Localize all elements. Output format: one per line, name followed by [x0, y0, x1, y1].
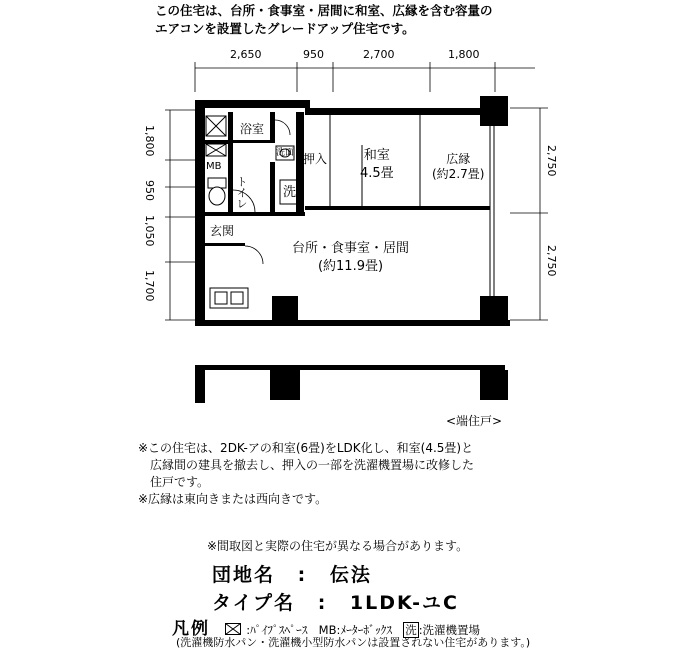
washitsu-name: 和室 [363, 148, 390, 163]
room-bath: 浴室 [240, 122, 265, 136]
dimension-right-2: 2,750 [545, 245, 558, 277]
dimension-top-4: 1,800 [448, 48, 480, 61]
estate-name-label: 団地名 [212, 564, 276, 586]
description-line-1: この住宅は、台所・食事室・居間に和室、広縁を含む容量の [155, 3, 493, 18]
kitchen-counter [210, 288, 248, 308]
right-dimension-line [510, 108, 548, 320]
washitsu-size: 4.5畳 [360, 166, 394, 181]
toilet-fixture [208, 178, 226, 205]
dimension-left-2: 950 [143, 180, 156, 201]
top-dimension-line [195, 62, 535, 92]
estate-name-row [212, 560, 372, 587]
closet-lines [280, 115, 494, 320]
note-2: ※広縁は東向きまたは西向きです。 [138, 492, 328, 506]
unit-type-label: <端住戸> [446, 414, 503, 428]
dimension-top-3: 2,700 [363, 48, 395, 61]
legend-title: 凡例 [172, 619, 210, 639]
description-line-2: エアコンを設置したグレードアップ住宅です。 [155, 21, 415, 36]
dimension-top-2: 950 [303, 48, 324, 61]
estate-name-separator: : [297, 564, 308, 586]
ldk-size: (約11.9畳) [317, 259, 384, 274]
note-1-line-3: 住戸です。 [150, 475, 210, 489]
room-washer-space: 洗 [283, 185, 297, 200]
note-3: ※間取図と実際の住宅が異なる場合があります。 [207, 539, 469, 553]
room-ldk [292, 240, 409, 276]
room-wash-basin: 洗面 [276, 148, 295, 158]
room-toilet: トイレ [235, 176, 248, 209]
balcony-walls [195, 365, 508, 403]
legend-footnote: (洗濯機防水パン・洗濯機小型防水パンは設置されない住宅があります。) [176, 636, 531, 649]
dimension-right-1: 2,750 [545, 145, 558, 177]
type-name-label: タイプ名 [212, 592, 296, 614]
dimension-left-3: 1,050 [143, 215, 156, 247]
room-closet: 押入 [303, 152, 328, 166]
type-name-value: 1LDK-ユC [349, 592, 459, 614]
room-hiroen [432, 152, 484, 182]
dimension-left-1: 1,800 [143, 125, 156, 157]
type-name-row [212, 588, 459, 615]
hiroen-size: (約2.7畳) [432, 167, 485, 181]
type-name-separator: : [317, 592, 328, 614]
room-washitsu [360, 147, 394, 183]
dimension-top-1: 2,650 [230, 48, 262, 61]
room-meter-box: MB [206, 161, 222, 172]
pipe-space [206, 116, 226, 156]
legend-washer-box: 洗 [405, 623, 417, 637]
estate-name-value: 伝法 [329, 564, 372, 586]
room-entrance: 玄関 [210, 224, 235, 238]
legend-pipe-space: :ﾊﾟｲﾌﾟｽﾍﾟｰｽ [246, 623, 308, 637]
legend-meter-box: MB:ﾒｰﾀｰﾎﾞｯｸｽ [318, 623, 393, 637]
left-dimension-line [165, 110, 200, 320]
hiroen-name: 広縁 [446, 152, 471, 166]
note-1 [138, 440, 474, 508]
note-1-line-2: 広縁間の建具を撤去し、押入の一部を洗濯機置場に改修した [150, 458, 475, 472]
legend-washer: :洗濯機置場 [418, 623, 481, 637]
note-1-line-1: ※この住宅は、2DK-アの和室(6畳)をLDK化し、和室(4.5畳)と [138, 441, 474, 455]
ldk-name: 台所・食事室・居間 [292, 241, 410, 256]
dimension-left-4: 1,700 [143, 270, 156, 302]
